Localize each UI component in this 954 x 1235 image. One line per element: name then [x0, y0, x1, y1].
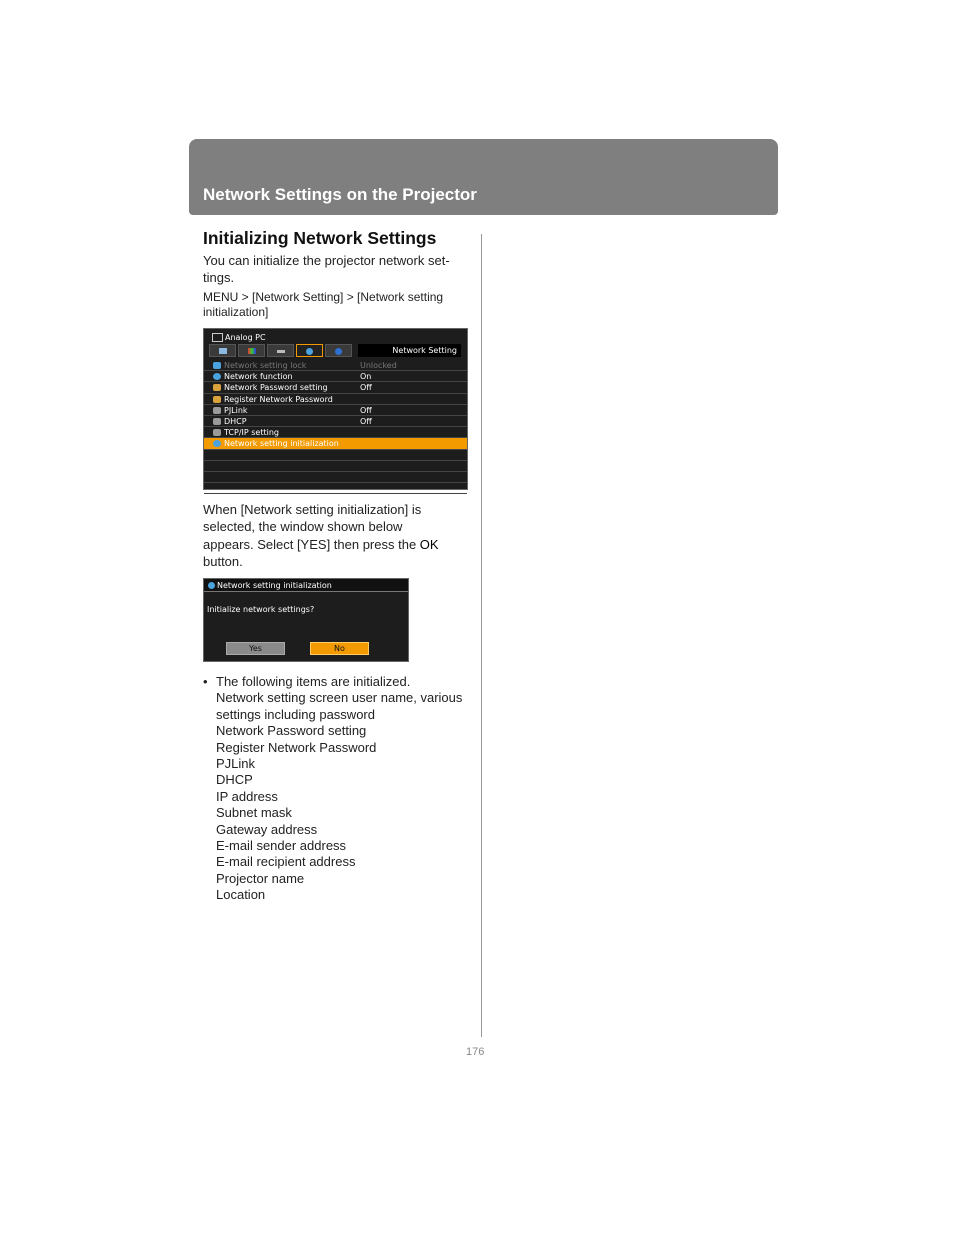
intro-line: tings.: [203, 270, 235, 285]
menu-row-value: Off: [360, 405, 372, 415]
list-item: PJLink: [216, 756, 256, 772]
globe-icon: [213, 440, 221, 447]
info-icon: [335, 348, 342, 355]
menu-row-label: DHCP: [224, 416, 247, 426]
menu-row-value: On: [360, 372, 372, 382]
menu-row-label: Network setting initialization: [224, 439, 339, 449]
monitor-icon: [212, 333, 223, 342]
instruction-line: selected, the window shown below: [203, 519, 403, 535]
menu-row-register-network-password[interactable]: [204, 394, 467, 405]
bullet-lines: [216, 674, 475, 904]
instruction-line: [203, 536, 471, 553]
tab-network[interactable]: [296, 344, 323, 357]
no-button[interactable]: No: [310, 642, 369, 655]
ok-button-reference: OK: [419, 536, 439, 552]
initialized-items-list: [203, 674, 475, 904]
user-key-icon: [213, 396, 221, 403]
bullet-dot: •: [203, 674, 208, 689]
globe-icon: [306, 348, 313, 355]
projector-icon: [277, 350, 285, 353]
network-setting-menu-screenshot: [203, 328, 468, 490]
intro-line: You can initialize the projector network set-: [203, 253, 450, 268]
list-item: E-mail recipient address: [216, 854, 356, 870]
menu-row-empty: [204, 472, 467, 483]
tab-install[interactable]: [267, 344, 294, 357]
dialog-title-bar: [204, 579, 408, 592]
menu-rows: [204, 360, 467, 494]
menu-row-label: Network Password setting: [224, 383, 328, 393]
user-key-icon: [213, 384, 221, 391]
display-icon: [219, 348, 227, 354]
menu-row-empty: [204, 450, 467, 461]
globe-icon: [208, 582, 215, 589]
instruction-text: appears. Select [YES] then press the: [203, 536, 420, 552]
input-source-label: Analog PC: [225, 333, 266, 342]
menu-row-network-setting-initialization[interactable]: [204, 438, 467, 449]
list-item: Network Password setting: [216, 723, 367, 739]
list-item: Location: [216, 887, 266, 903]
list-item: Projector name: [216, 870, 305, 886]
list-item: The following items are initialized.: [216, 674, 411, 689]
menu-row-network-setting-lock[interactable]: [204, 360, 467, 371]
tab-image[interactable]: [238, 344, 265, 357]
globe-icon: [213, 373, 221, 380]
instruction-line: When [Network setting initialization] is: [203, 502, 422, 517]
color-bars-icon: [248, 348, 256, 354]
menu-row-tcpip-setting[interactable]: [204, 427, 467, 438]
menu-row-label: Register Network Password: [224, 394, 333, 404]
menu-row-label: TCP/IP setting: [224, 428, 279, 438]
chapter-header: [189, 139, 778, 215]
menu-row-label: Network setting lock: [224, 361, 307, 370]
tab-info[interactable]: [325, 344, 352, 357]
yes-button[interactable]: Yes: [226, 642, 285, 655]
dialog-title: Network setting initialization: [217, 581, 332, 590]
dialog-question: Initialize network settings?: [207, 605, 315, 614]
list-item: IP address: [216, 788, 278, 804]
pjlink-icon: [213, 407, 221, 414]
intro-paragraph: [203, 252, 475, 286]
menu-row-label: Network function: [224, 372, 293, 382]
menu-row-label: PJLink: [224, 405, 248, 415]
list-item: Gateway address: [216, 821, 318, 837]
menu-path-line: MENU > [Network Setting] > [Network setting: [203, 290, 444, 304]
menu-row-empty: [204, 483, 467, 494]
menu-row-value: Off: [360, 383, 372, 393]
menu-name: Network Setting: [358, 344, 461, 357]
list-item: DHCP: [216, 772, 253, 788]
input-source: [212, 332, 266, 343]
menu-row-pjlink[interactable]: [204, 405, 467, 416]
menu-row-network-function[interactable]: [204, 371, 467, 382]
list-item: Network setting screen user name, various: [216, 690, 463, 706]
menu-row-value: Unlocked: [360, 361, 397, 370]
column-divider: [481, 234, 482, 1037]
list-item: Subnet mask: [216, 805, 292, 821]
tcpip-icon: [213, 429, 221, 436]
list-item: E-mail sender address: [216, 838, 347, 854]
menu-row-value: Off: [360, 416, 372, 426]
menu-path-line: initialization]: [203, 305, 269, 319]
list-item: Register Network Password: [216, 739, 377, 755]
initialization-dialog-screenshot: [203, 578, 409, 662]
instruction-paragraph: [203, 501, 471, 570]
tab-display[interactable]: [209, 344, 236, 357]
menu-row-dhcp[interactable]: [204, 416, 467, 427]
list-item: settings including password: [216, 706, 375, 722]
instruction-line: button.: [203, 553, 243, 569]
menu-path: [203, 290, 471, 320]
lock-icon: [213, 362, 221, 369]
page-number: 176: [466, 1046, 485, 1058]
menu-row-network-password-setting[interactable]: [204, 382, 467, 393]
chapter-title: Network Settings on the Projector: [203, 185, 477, 204]
dhcp-icon: [213, 418, 221, 425]
menu-row-empty: [204, 461, 467, 472]
section-title: Initializing Network Settings: [203, 228, 437, 248]
